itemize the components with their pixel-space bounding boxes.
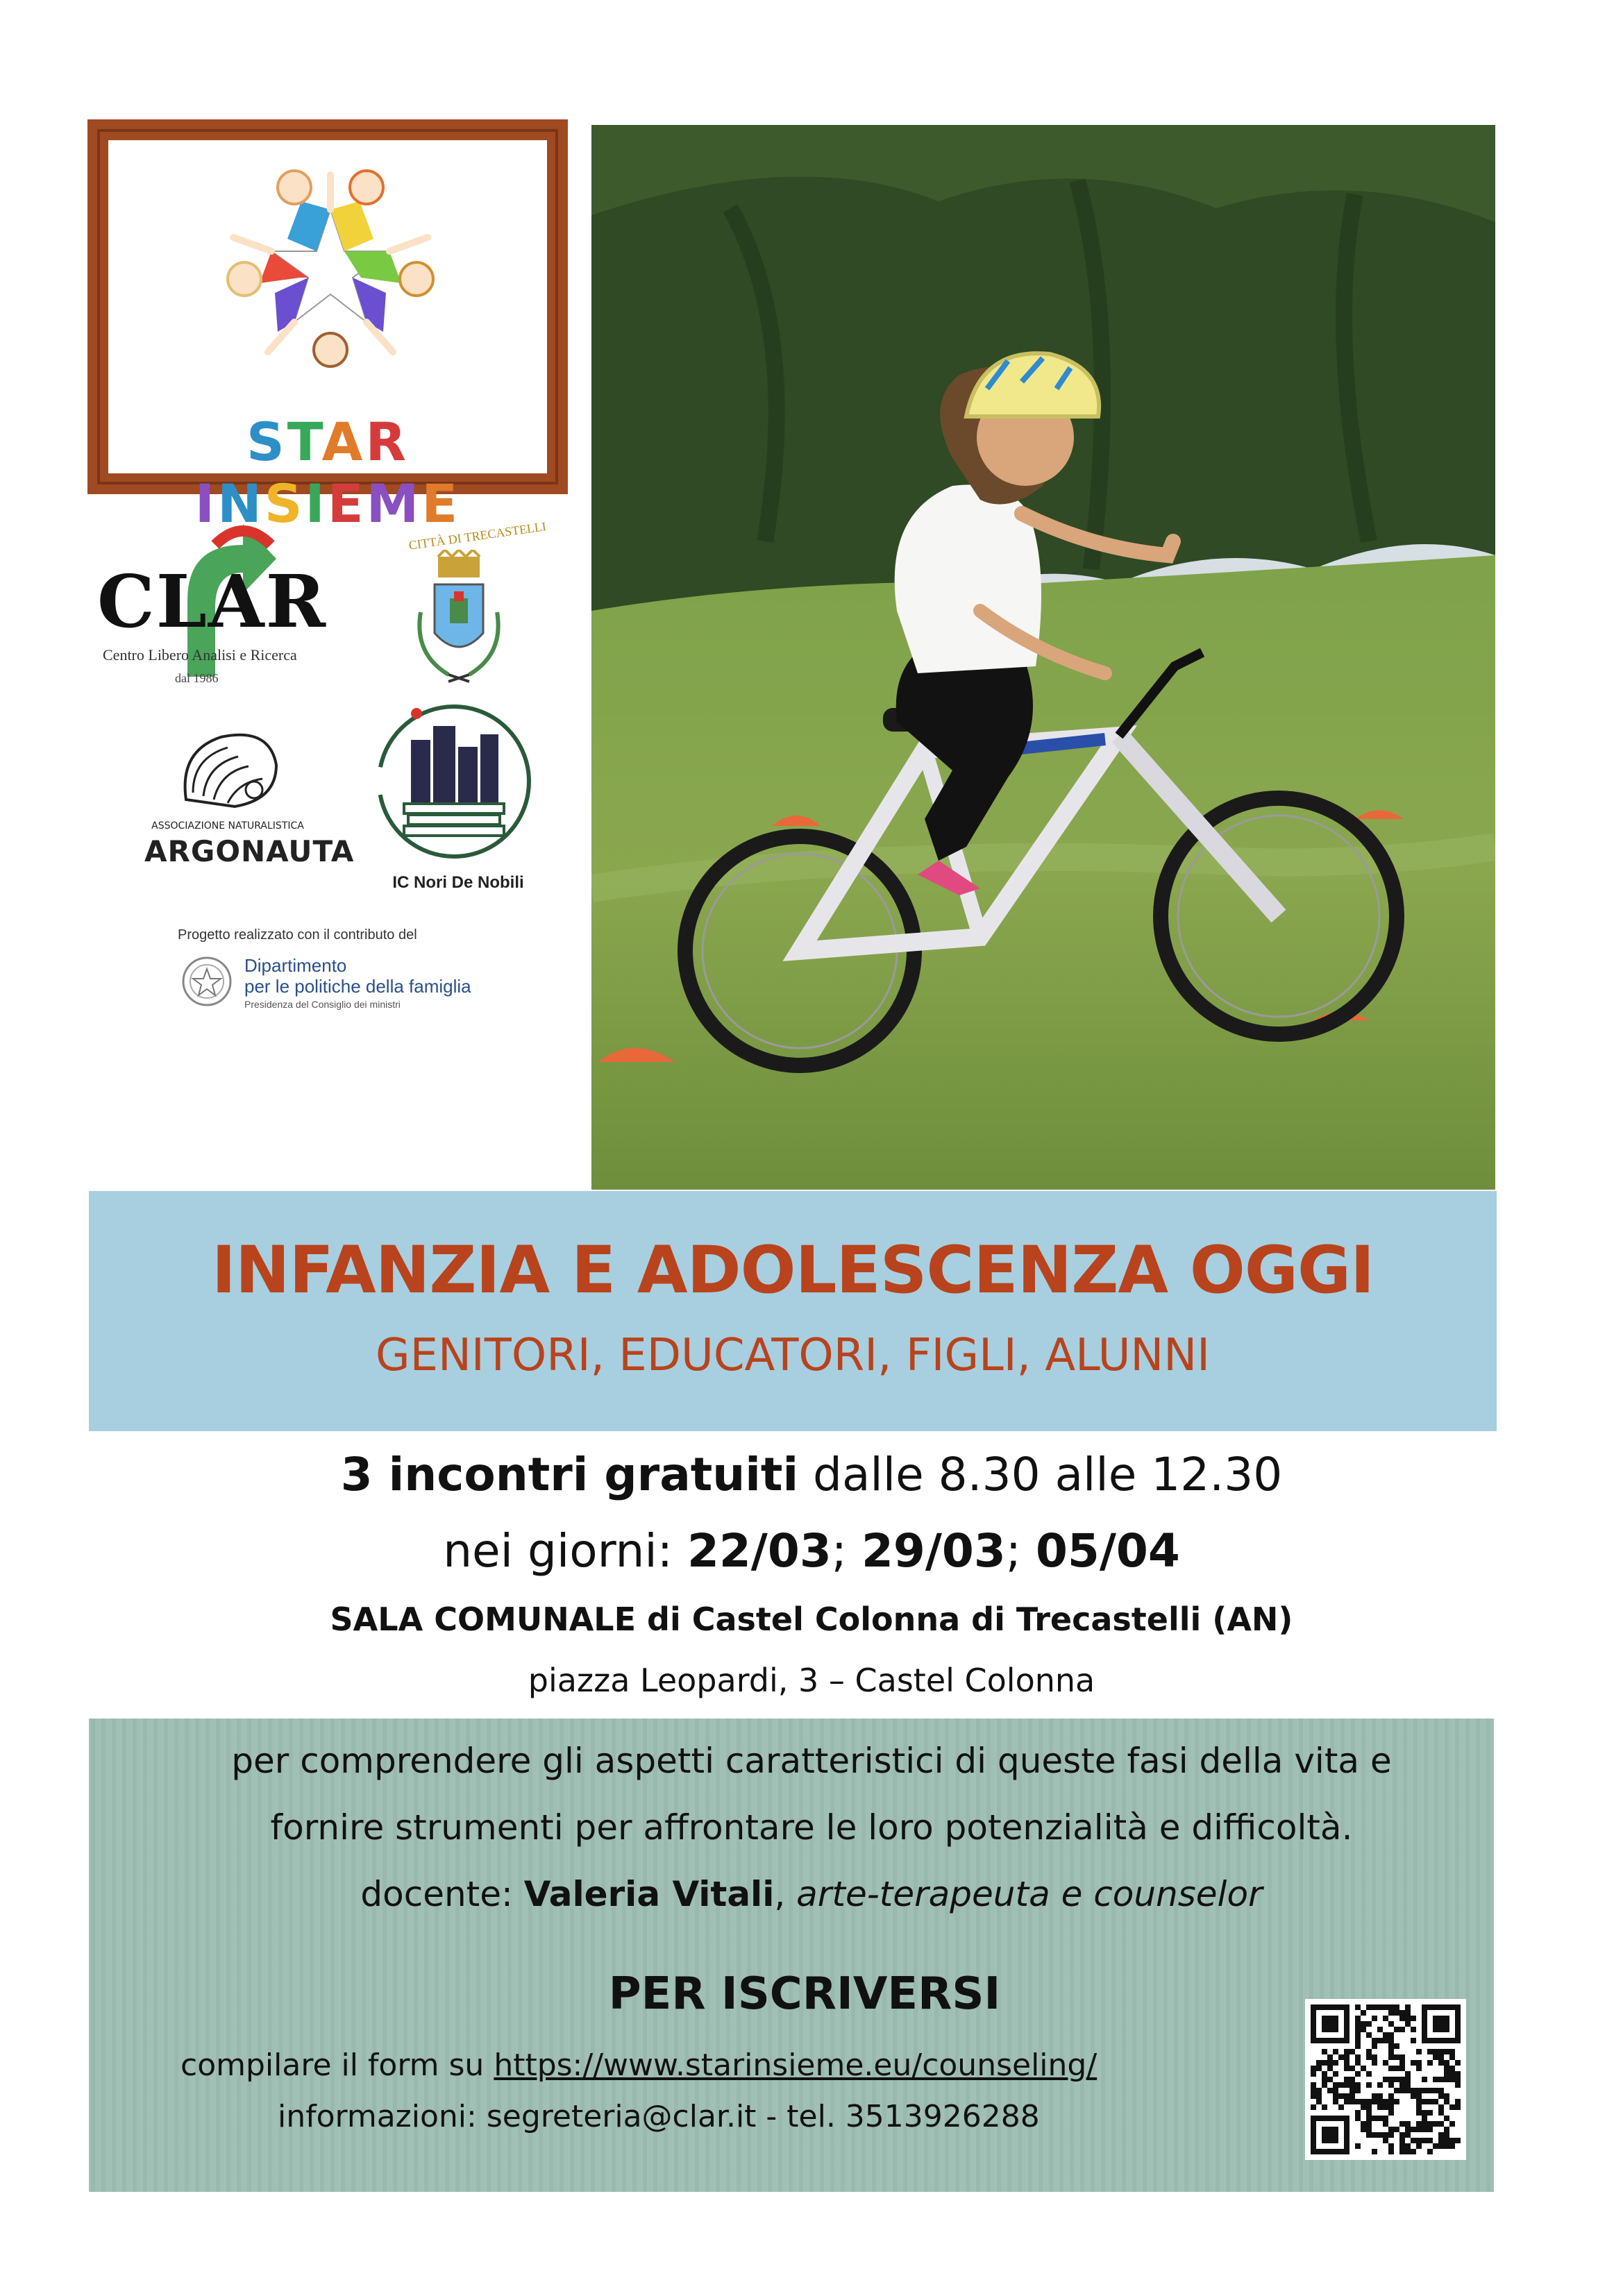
- contact-info: informazioni: segreteria@clar.it - tel. 3513926288: [278, 2099, 1040, 2134]
- dipartimento-line3: Presidenza del Consiglio dei ministri: [244, 999, 401, 1010]
- comune-trecastelli-logo: [401, 519, 548, 695]
- date-2: 29/03: [861, 1524, 1006, 1578]
- teacher-separator: ,: [774, 1874, 797, 1914]
- ic-nori-label: IC Nori De Nobili: [392, 873, 524, 892]
- dipartimento-line2: per le politiche della famiglia: [244, 976, 471, 997]
- clar-since: dal 1986: [175, 671, 219, 685]
- star-insieme-children-icon: [219, 161, 442, 369]
- venue: SALA COMUNALE di Castel Colonna di Trecastelli (AN): [330, 1601, 1293, 1638]
- star-insieme-logo: [87, 119, 568, 534]
- qr-code-icon[interactable]: [1305, 1999, 1466, 2160]
- meetings-count: 3 incontri gratuiti: [340, 1448, 799, 1501]
- title-band: [89, 1191, 1497, 1431]
- address: piazza Leopardi, 3 – Castel Colonna: [528, 1662, 1095, 1699]
- teacher-role: arte-terapeuta e counselor: [796, 1874, 1263, 1914]
- teacher-name: Valeria Vitali: [523, 1874, 775, 1914]
- date-3: 05/04: [1035, 1524, 1180, 1578]
- date-separator: ;: [1005, 1524, 1036, 1578]
- argonauta-logo: [144, 723, 355, 868]
- flyer-subtitle: GENITORI, EDUCATORI, FIGLI, ALUNNI: [375, 1330, 1211, 1381]
- dipartimento-logo-text: [244, 955, 471, 1012]
- argonauta-caption: ASSOCIAZIONE NATURALISTICA: [151, 820, 304, 832]
- flyer-title: INFANZIA E ADOLESCENZA OGGI: [211, 1233, 1374, 1308]
- argonauta-shell-icon: [172, 723, 283, 813]
- dipartimento-line1: Dipartimento: [244, 955, 347, 976]
- ic-nori-building-icon: [368, 698, 540, 865]
- clar-logo: [97, 517, 328, 685]
- dates-label: nei giorni:: [443, 1524, 687, 1578]
- description-line-1: per comprendere gli aspetti caratteristici di queste fasi della vita e: [231, 1741, 1392, 1781]
- signup-heading: PER ISCRIVERSI: [608, 1968, 1001, 2020]
- progetto-intro: Progetto realizzato con il contributo del: [178, 927, 417, 943]
- clar-wordmark: CLAR: [97, 559, 328, 644]
- dates-line: [0, 1524, 1623, 1578]
- clar-subtitle: Centro Libero Analisi e Ricerca: [103, 646, 297, 664]
- ic-nori-logo: [368, 698, 540, 865]
- meetings-time: dalle 8.30 alle 12.30: [798, 1448, 1283, 1501]
- teacher-label: docente:: [360, 1874, 524, 1914]
- meetings-line: [0, 1448, 1623, 1501]
- comune-name: CITTÀ DI TRECASTELLI: [407, 519, 548, 552]
- italian-republic-seal-icon: [179, 954, 235, 1009]
- signup-form-link[interactable]: https://www.starinsieme.eu/counseling/: [494, 2048, 1098, 2083]
- star-insieme-wordmark: STAR INSIEME: [194, 411, 461, 534]
- date-separator: ;: [831, 1524, 861, 1578]
- description-line-2: fornire strumenti per affrontare le loro potenzialità e difficoltà.: [270, 1807, 1353, 1848]
- teacher-line: [0, 1874, 1623, 1914]
- argonauta-wordmark: ARGONAUTA: [144, 834, 355, 868]
- date-1: 22/03: [687, 1524, 832, 1578]
- comune-crest-icon: [407, 550, 511, 695]
- child-on-bike-photo: [591, 125, 1495, 1190]
- signup-form-label: compilare il form su: [180, 2048, 494, 2083]
- signup-form-line: [180, 2048, 1097, 2083]
